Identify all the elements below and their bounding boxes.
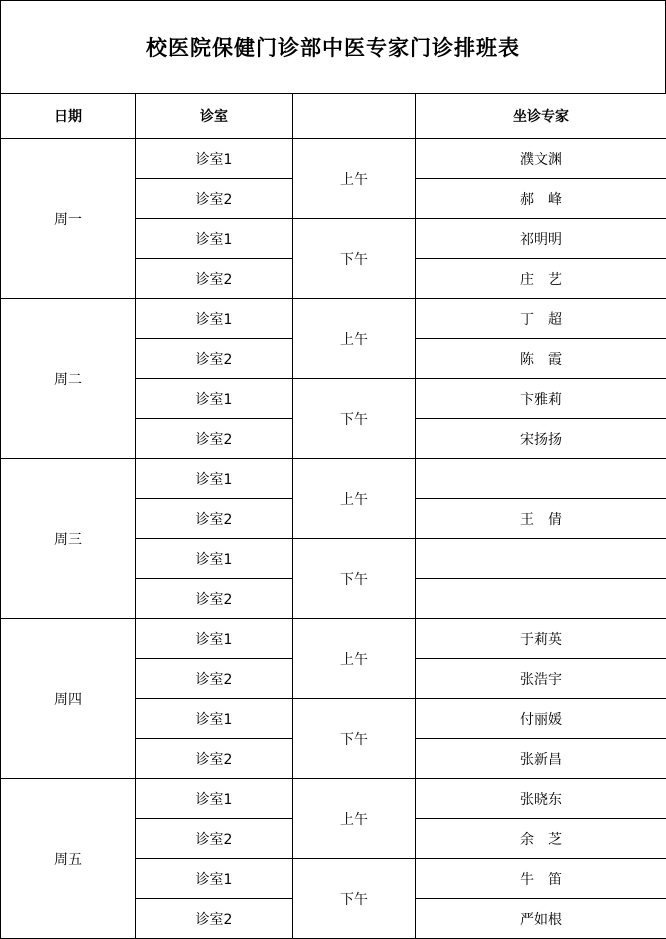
day-cell: 周四 — [1, 619, 136, 779]
table-row — [1, 139, 666, 179]
header-room: 诊室 — [136, 94, 293, 139]
doctor-cell: 于莉英 — [416, 619, 666, 659]
room-cell: 诊室2 — [136, 659, 293, 699]
room-cell: 诊室1 — [136, 219, 293, 259]
doctor-cell — [416, 459, 666, 499]
doctor-cell: 张新昌 — [416, 739, 666, 779]
header-period — [293, 94, 416, 139]
room-cell: 诊室1 — [136, 459, 293, 499]
doctor-cell: 宋扬扬 — [416, 419, 666, 459]
room-cell: 诊室1 — [136, 299, 293, 339]
schedule-table — [0, 93, 666, 939]
title-box — [0, 0, 666, 93]
table-row — [1, 299, 666, 339]
table-row — [1, 459, 666, 499]
header-doctor: 坐诊专家 — [416, 94, 666, 139]
period-cell: 上午 — [293, 299, 416, 379]
doctor-cell: 丁 超 — [416, 299, 666, 339]
doctor-cell: 王 倩 — [416, 499, 666, 539]
doctor-cell: 祁明明 — [416, 219, 666, 259]
doctor-cell — [416, 579, 666, 619]
period-cell: 上午 — [293, 139, 416, 219]
doctor-cell: 余 芝 — [416, 819, 666, 859]
day-cell: 周三 — [1, 459, 136, 619]
room-cell: 诊室2 — [136, 819, 293, 859]
room-cell: 诊室1 — [136, 539, 293, 579]
room-cell: 诊室2 — [136, 259, 293, 299]
schedule-body — [1, 139, 666, 939]
room-cell: 诊室2 — [136, 419, 293, 459]
room-cell: 诊室1 — [136, 779, 293, 819]
period-cell: 下午 — [293, 539, 416, 619]
room-cell: 诊室1 — [136, 859, 293, 899]
doctor-cell — [416, 539, 666, 579]
period-cell: 上午 — [293, 619, 416, 699]
table-row — [1, 779, 666, 819]
doctor-cell: 濮文渊 — [416, 139, 666, 179]
period-cell: 下午 — [293, 379, 416, 459]
period-cell: 下午 — [293, 699, 416, 779]
period-cell: 上午 — [293, 459, 416, 539]
period-cell: 上午 — [293, 779, 416, 859]
room-cell: 诊室2 — [136, 179, 293, 219]
room-cell: 诊室1 — [136, 619, 293, 659]
room-cell: 诊室1 — [136, 379, 293, 419]
period-cell: 下午 — [293, 859, 416, 939]
room-cell: 诊室2 — [136, 499, 293, 539]
doctor-cell: 卞雅莉 — [416, 379, 666, 419]
day-cell: 周二 — [1, 299, 136, 459]
doctor-cell: 张浩宇 — [416, 659, 666, 699]
room-cell: 诊室1 — [136, 699, 293, 739]
doctor-cell: 严如根 — [416, 899, 666, 939]
day-cell: 周五 — [1, 779, 136, 939]
doctor-cell: 陈 霞 — [416, 339, 666, 379]
doctor-cell: 庄 艺 — [416, 259, 666, 299]
room-cell: 诊室2 — [136, 339, 293, 379]
day-cell: 周一 — [1, 139, 136, 299]
doctor-cell: 付丽媛 — [416, 699, 666, 739]
doctor-cell: 牛 笛 — [416, 859, 666, 899]
room-cell: 诊室1 — [136, 139, 293, 179]
period-cell: 下午 — [293, 219, 416, 299]
doctor-cell: 张晓东 — [416, 779, 666, 819]
table-row — [1, 619, 666, 659]
room-cell: 诊室2 — [136, 899, 293, 939]
room-cell: 诊室2 — [136, 739, 293, 779]
header-row — [1, 94, 666, 139]
header-date: 日期 — [1, 94, 136, 139]
room-cell: 诊室2 — [136, 579, 293, 619]
page-title: 校医院保健门诊部中医专家门诊排班表 — [146, 36, 520, 60]
doctor-cell: 郝 峰 — [416, 179, 666, 219]
